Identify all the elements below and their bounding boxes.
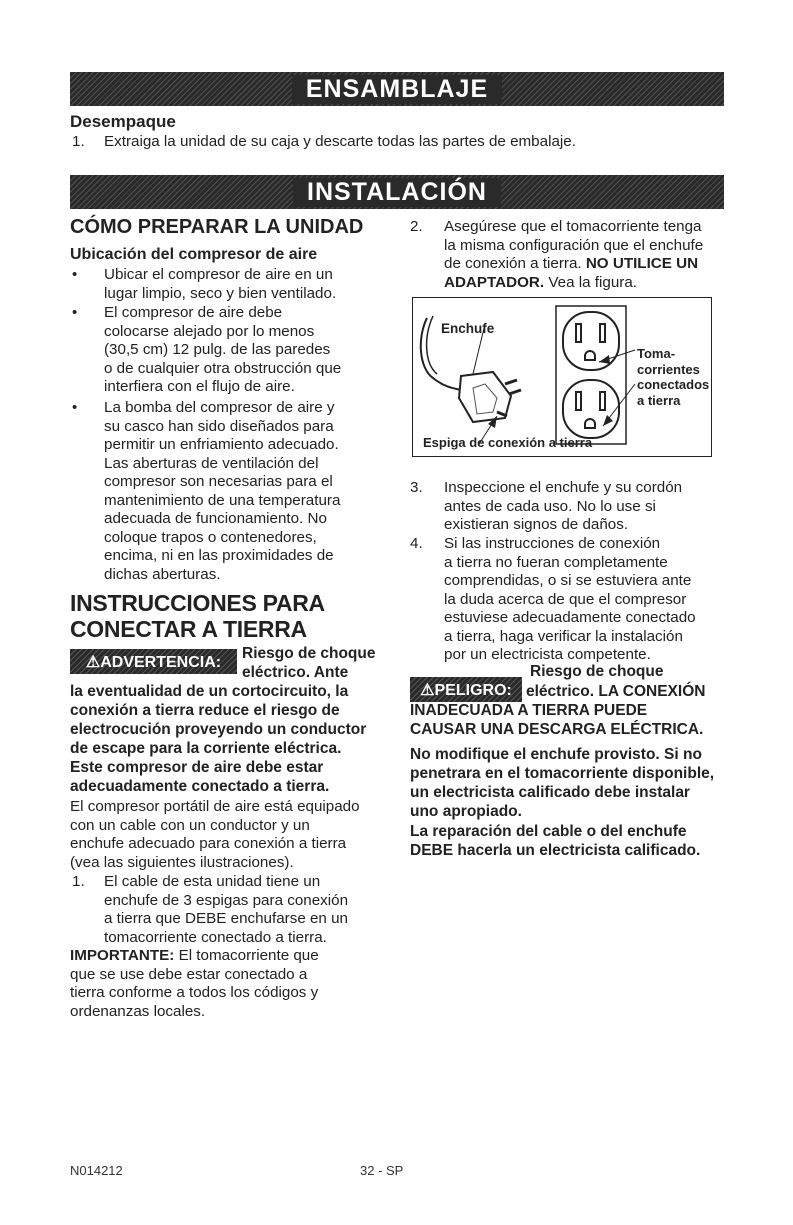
important-label: IMPORTANTE: [70,947,175,964]
ground-title: INSTRUCCIONES PARA CONECTAR A TIERRA [70,590,325,642]
prep-subtitle: Ubicación del compresor de aire [70,246,318,263]
item2-text: Asegúrese que el tomacorriente tenga la misma configuración que el enchufe de conexión a tierra. NO UTILICE UN ADAPTADOR. Vea la figura. [444,218,704,291]
danger-badge: ⚠PELIGRO: [410,677,522,702]
danger-lead: Riesgo de choque eléctrico. LA CONEXIÓN [526,663,706,700]
item3-text: Inspeccione el enchufe y su cordón antes de cada uso. No lo use si existieran signos de daños. [444,479,683,533]
modify-warning: No modifique el enchufe provisto. Si no penetrara en el tomacorriente disponible, un electricista calificado debe instalar uno apropiado. [410,746,715,820]
list-item: La bomba del compresor de aire y su casco han sido diseñados para permitir un enfriamiento adecuado. Las aberturas de ventilación del compresor son necesarias para el mantenimiento de una temperatura adecuada de funcionamiento. No coloque trapos o contenedores, encima, ni en las proximidades de dichas aberturas. [104,399,341,583]
warning-lead: Riesgo de choque eléctrico. Ante [242,645,376,681]
unpack-text: Extraiga la unidad de su caja y descarte todas las partes de embalaje. [104,133,576,150]
unpack-num: 1. [72,133,85,150]
prep-title: CÓMO PREPARAR LA UNIDAD [70,216,364,238]
repair-warning: La reparación del cable o del enchufe DEBE hacerla un electricista calificado. [410,823,701,859]
page-number: 32 - SP [360,1163,404,1178]
section-banner-assembly [70,72,724,106]
list-item: El compresor de aire debe colocarse alejado por lo menos (30,5 cm) 12 pulg. de las paredes o de cualquier otra obstrucción que interfiera con el flujo de aire. [104,304,342,395]
figure-label-outlet: Toma- corrientes conectados a tierra [637,346,710,408]
section-banner-installation [70,175,724,209]
bullet-dot: • [72,304,78,321]
item2-num: 2. [410,218,423,235]
banner-title: ENSAMBLAJE [292,75,502,104]
unpack-title: Desempaque [70,112,176,131]
danger-body: INADECUADA A TIERRA PUEDE CAUSAR UNA DESCARGA ELÉCTRICA. [410,702,704,738]
list-item: Ubicar el compresor de aire en un lugar limpio, seco y bien ventilado. [104,266,337,302]
item4-text: Si las instrucciones de conexión a tierra no fueran completamente comprendidas, o si se estuviera ante la duda acerca de que el compresor estuviese adecuadamente conectado a tierra, haga verificar la instalación por un electricista competente. [444,535,696,663]
item1-text: El cable de esta unidad tiene un enchufe de 3 espigas para conexión a tierra que DEBE enchufarse en un tomacorriente conectado a tierra. [104,873,349,946]
bullet-dot: • [72,399,78,416]
banner-title: INSTALACIÓN [293,178,501,207]
important-note: IMPORTANTE: El tomacorriente que que se use debe estar conectado a tierra conforme a todos los códigos y ordenanzas locales. [70,947,319,1020]
figure-label-plug: Enchufe [441,321,495,336]
ground-paragraph: El compresor portátil de aire está equipado con un cable con un conductor y un enchufe adecuado para conexión a tierra (vea las siguientes ilustraciones). [70,798,360,871]
figure-label-pin: Espiga de conexión a tierra [423,435,593,450]
item4-num: 4. [410,535,423,552]
warning-body: la eventualidad de un cortocircuito, la conexión a tierra reduce el riesgo de electrocución proveyendo un conductor de escape para la corriente eléctrica. Este compresor de aire debe estar adecuadamente conectado a tierra. [70,683,367,795]
plug-outlet-figure [412,297,712,457]
warning-badge: ⚠ADVERTENCIA: [70,649,237,674]
bullet-dot: • [72,266,78,283]
document-code: N014212 [70,1163,123,1178]
item3-num: 3. [410,479,423,496]
item1-num: 1. [72,873,85,890]
